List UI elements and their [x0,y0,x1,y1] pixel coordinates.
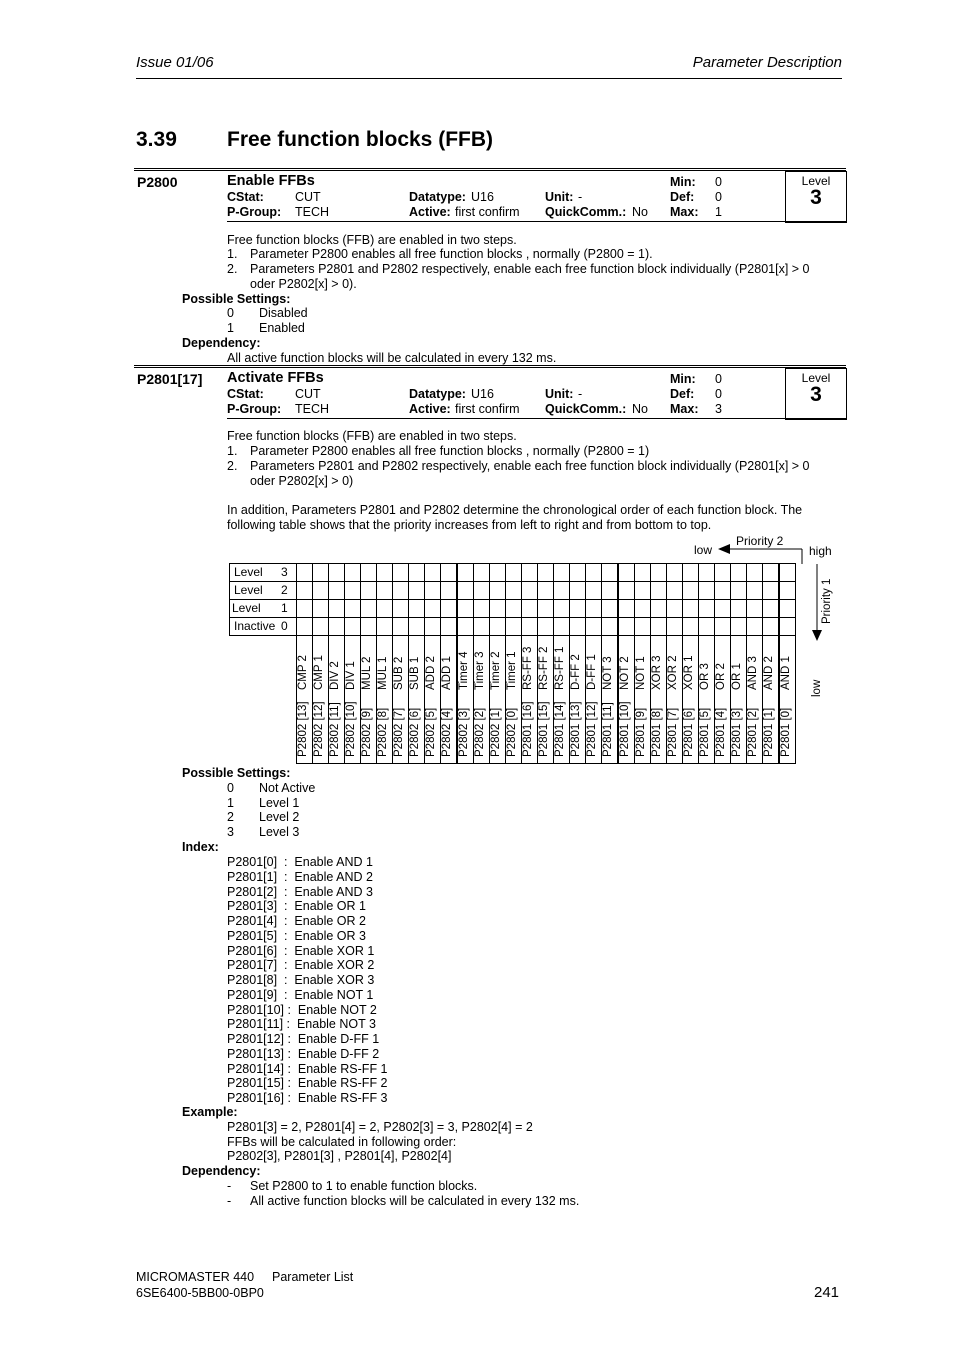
p2801-index-item: P2801[7] : Enable XOR 2 [227,958,375,973]
p2801-desc-2: Parameter P2800 enables all free function blocks , normally (P2800 = 1) [250,444,650,458]
p2800-dependency-label: Dependency: [182,336,261,350]
footer-product: MICROMASTER 440 [136,1270,255,1284]
block-param-label: P2802 [9] [360,707,373,757]
block-name-label: NOT 2 [618,656,631,690]
p2801-index-item: P2801[6] : Enable XOR 1 [227,943,375,958]
p2800-desc-0: Free function blocks (FFB) are enabled in two steps. [227,233,517,247]
p2801-min: 0 [715,372,722,386]
p2801-desc-7: following table shows that the priority increases from left to right and from bottom to top. [227,518,712,532]
block-param-label: P2801 [3] [731,707,744,757]
p2801-setting-value: Level 3 [259,825,300,840]
block-param-label: P2801 [12] [586,701,599,757]
block-param-label: P2801 [9] [634,707,647,757]
block-param-label: P2802 [7] [393,707,406,757]
footer-doc: Parameter List [272,1270,354,1284]
p2800-desc-num1: 1. [227,247,238,261]
p2800-max: 1 [715,205,722,219]
block-name-label: RS-FF 3 [521,646,534,690]
priority1-label: Priority 1 [821,578,833,624]
p2801-example-1: FFBs will be calculated in following order: [227,1135,457,1149]
p2800-level-value: 3 [810,186,822,209]
p2801-desc-num1: 1. [227,444,238,458]
p2801-dependency-0-bullet: - [227,1179,232,1193]
block-param-label: P2801 [7] [666,707,679,757]
priority1-low-label: low [811,679,823,697]
p2801-index-item: P2801[8] : Enable XOR 3 [227,973,375,987]
block-name-label: RS-FF 1 [554,646,567,690]
block-param-label: P2801 [10] [618,701,631,757]
p2801-desc-num2: 2. [227,459,238,473]
p2801-desc-5: oder P2802[x] > 0) [250,474,354,488]
block-name-label: AND 3 [747,656,760,690]
block-param-label: P2801 [0] [779,707,792,757]
priority-row-value: 2 [281,583,288,597]
p2801-setting-value: Not Active [259,781,316,795]
p2801-def-label: Def: [670,387,695,401]
block-name-label: MUL 1 [377,656,389,690]
p2801-dependency-1-text: All active function blocks will be calculated in every 132 ms. [250,1194,580,1208]
p2801-index-item: P2801[9] : Enable NOT 1 [227,987,374,1002]
p2801-index-item: P2801[4] : Enable OR 2 [227,914,366,928]
p2800-pgroup: TECH [295,205,330,219]
priority-row-label: Inactive [234,619,276,633]
p2801-setting-value: Level 1 [259,795,300,810]
p2801-index-item: P2801[5] : Enable OR 3 [227,928,366,943]
p2801-cstat: CUT [295,387,321,401]
p2801-index-item: P2801[3] : Enable OR 1 [227,899,366,914]
block-param-label: P2802 [4] [441,707,454,757]
block-name-label: MUL 2 [360,656,373,690]
p2801-level-label: Level [801,371,831,385]
priority-row-value: 0 [281,619,288,633]
block-name-label: OR 3 [699,663,711,690]
block-name-label: Timer 3 [473,651,486,690]
p2800-level-label: Level [801,174,831,188]
footer-page: 241 [814,1284,840,1301]
p2801-active: first confirm [455,402,520,416]
block-param-label: P2801 [8] [650,707,663,757]
block-name-label: Timer 4 [457,651,470,690]
block-name-label: DIV 2 [328,661,341,690]
p2801-id: P2801[17] [137,371,203,387]
p2801-desc-6: In addition, Parameters P2801 and P2802 determine the chronological order of each function block. The [227,503,803,517]
p2801-possible-label: Possible Settings: [182,766,291,780]
block-name-label: XOR 2 [666,655,679,690]
block-param-label: P2802 [10] [344,701,357,757]
p2801-setting-key: 2 [227,810,234,825]
p2801-pgroup: TECH [295,402,330,416]
p2800-cstat: CUT [295,190,321,204]
p2800-active: first confirm [455,205,520,219]
p2801-example-label: Example: [182,1105,238,1119]
p2800-min-label: Min: [670,175,696,189]
p2801-pgroup-label: P-Group: [227,402,282,416]
p2801-dependency-0-text: Set P2800 to 1 to enable function blocks. [250,1179,478,1193]
block-name-label: CMP 1 [312,655,325,690]
p2801-index-item: P2801[0] : Enable AND 1 [227,855,373,869]
p2801-index-item: P2801[15] : Enable RS-FF 2 [227,1076,388,1091]
p2800-max-label: Max: [670,205,699,219]
p2800-dependency: All active function blocks will be calculated in every 132 ms. [227,351,557,365]
block-name-label: ADD 2 [425,656,438,690]
block-param-label: P2801 [11] [602,702,615,757]
p2801-index-item: P2801[2] : Enable AND 3 [227,884,373,899]
block-name-label: SUB 2 [393,656,406,690]
block-name-label: OR 2 [715,663,728,690]
p2800-name: Enable FFBs [227,173,315,189]
priority-high-label: high [809,544,832,558]
block-param-label: P2802 [1] [489,707,502,757]
p2801-setting-value: Level 2 [259,810,300,825]
p2801-desc-0: Free function blocks (FFB) are enabled in two steps. [227,429,517,443]
p2801-def: 0 [715,387,722,401]
block-param-label: P2801 [16] [521,701,534,757]
p2801-desc-4: Parameters P2801 and P2802 respectively, enable each free function block individually (P2801[x] > 0 [250,459,810,473]
p2801-dependency-label: Dependency: [182,1164,261,1178]
block-param-label: P2802 [11] [328,702,341,757]
p2801-setting-key: 1 [227,795,234,810]
header-issue: Issue 01/06 [136,54,214,71]
priority-row-label: Level [234,565,263,579]
block-param-label: P2802 [5] [425,707,438,757]
p2801-max-label: Max: [670,402,699,416]
p2801-cstat-label: CStat: [227,387,264,401]
p2801-index-item: P2801[14] : Enable RS-FF 1 [227,1061,388,1076]
block-param-label: P2801 [6] [682,707,695,757]
p2800-setting-1-key: 1 [227,321,234,335]
priority1-arrow-head [812,630,822,641]
priority2-arrow-head [718,544,730,554]
block-param-label: P2801 [14] [554,701,567,757]
p2800-qc: No [632,205,648,219]
p2800-id: P2800 [137,174,178,190]
block-name-label: NOT 1 [634,656,647,690]
p2801-name: Activate FFBs [227,370,324,386]
p2801-level-value: 3 [810,383,822,406]
block-name-label: OR 1 [731,663,744,690]
block-param-label: P2802 [3] [457,707,470,757]
block-name-label: DIV 1 [344,661,357,690]
section-title: Free function blocks (FFB) [227,128,494,151]
p2801-active-label: Active: [409,402,451,416]
block-name-label: XOR 3 [650,655,663,690]
p2800-setting-0-key: 0 [227,306,234,320]
priority-row-label: Level [234,583,263,597]
p2800-unit-label: Unit: [545,190,574,204]
p2801-dependency-1-bullet: - [227,1194,232,1208]
p2801-example-0: P2801[3] = 2, P2801[4] = 2, P2802[3] = 3, P2802[4] = 2 [227,1120,533,1134]
block-param-label: P2802 [2] [473,707,486,757]
p2800-pgroup-label: P-Group: [227,205,282,219]
block-param-label: P2802 [6] [409,707,422,757]
p2800-datatype-label: Datatype: [409,190,466,204]
p2801-qc-label: QuickComm.: [545,402,627,416]
p2800-setting-0-val: Disabled [259,306,308,320]
p2801-index-item: P2801[1] : Enable AND 2 [227,869,373,884]
p2801-setting-key: 0 [227,781,234,795]
p2800-def: 0 [715,190,722,204]
p2800-cstat-label: CStat: [227,190,264,204]
p2800-desc-num2: 2. [227,262,238,276]
p2801-datatype-label: Datatype: [409,387,466,401]
block-param-label: P2802 [13] [296,701,309,757]
p2800-datatype: U16 [471,190,494,204]
block-param-label: P2801 [2] [747,707,760,757]
footer-order: 6SE6400-5BB00-0BP0 [136,1286,264,1300]
p2801-index-item: P2801[13] : Enable D-FF 2 [227,1046,380,1061]
block-name-label: AND 1 [779,656,792,690]
p2800-qc-label: QuickComm.: [545,205,627,219]
p2801-index-item: P2801[12] : Enable D-FF 1 [227,1032,380,1046]
p2801-index-item: P2801[16] : Enable RS-FF 3 [227,1091,388,1105]
block-name-label: SUB 1 [409,656,422,690]
block-name-label: CMP 2 [296,655,309,690]
p2800-active-label: Active: [409,205,451,219]
block-name-label: XOR 1 [682,655,695,690]
block-param-label: P2801 [5] [699,707,711,757]
p2801-datatype: U16 [471,387,494,401]
block-param-label: P2802 [12] [312,701,325,757]
priority-row-label: Level [232,601,261,615]
p2800-min: 0 [715,175,722,189]
p2801-index-item: P2801[10] : Enable NOT 2 [227,1002,377,1017]
p2800-def-label: Def: [670,190,695,204]
section-number: 3.39 [136,128,177,151]
block-name-label: Timer 2 [489,651,502,690]
block-param-label: P2801 [13] [570,701,583,757]
p2801-max: 3 [715,402,722,416]
p2801-index-label: Index: [182,840,219,854]
p2800-possible-label: Possible Settings: [182,292,291,306]
p2800-desc-2: Parameter P2800 enables all free function blocks , normally (P2800 = 1). [250,247,653,261]
block-param-label: P2802 [8] [377,707,389,757]
p2801-example-2: P2802[3], P2801[3] , P2801[4], P2802[4] [227,1149,452,1163]
p2800-desc-4: Parameters P2801 and P2802 respectively, enable each free function block individually (P2801[x] > 0 [250,262,810,276]
p2801-unit: - [578,387,583,401]
block-name-label: D-FF 1 [586,654,599,690]
block-name-label: ADD 1 [441,656,454,690]
p2800-unit: - [578,190,583,204]
block-param-label: P2801 [15] [538,701,550,757]
p2801-setting-key: 3 [227,825,234,840]
block-name-label: RS-FF 2 [538,646,550,690]
priority2-label: Priority 2 [736,534,784,548]
p2801-index-item: P2801[11] : Enable NOT 3 [227,1017,376,1032]
block-param-label: P2801 [1] [763,707,776,757]
p2800-desc-5: oder P2802[x] > 0). [250,277,357,291]
block-name-label: D-FF 2 [570,654,583,690]
block-name-label: Timer 1 [505,651,518,690]
priority2-low-label: low [694,543,713,557]
block-param-label: P2802 [0] [505,707,518,757]
priority-row-value: 1 [281,601,288,615]
header-section: Parameter Description [692,54,842,71]
p2801-qc: No [632,402,648,416]
priority-row-value: 3 [281,565,288,579]
block-name-label: AND 2 [763,656,776,690]
block-name-label: NOT 3 [602,656,615,690]
block-param-label: P2801 [4] [715,707,728,757]
p2801-unit-label: Unit: [545,387,574,401]
p2800-setting-1-val: Enabled [259,321,305,335]
p2801-min-label: Min: [670,372,696,386]
